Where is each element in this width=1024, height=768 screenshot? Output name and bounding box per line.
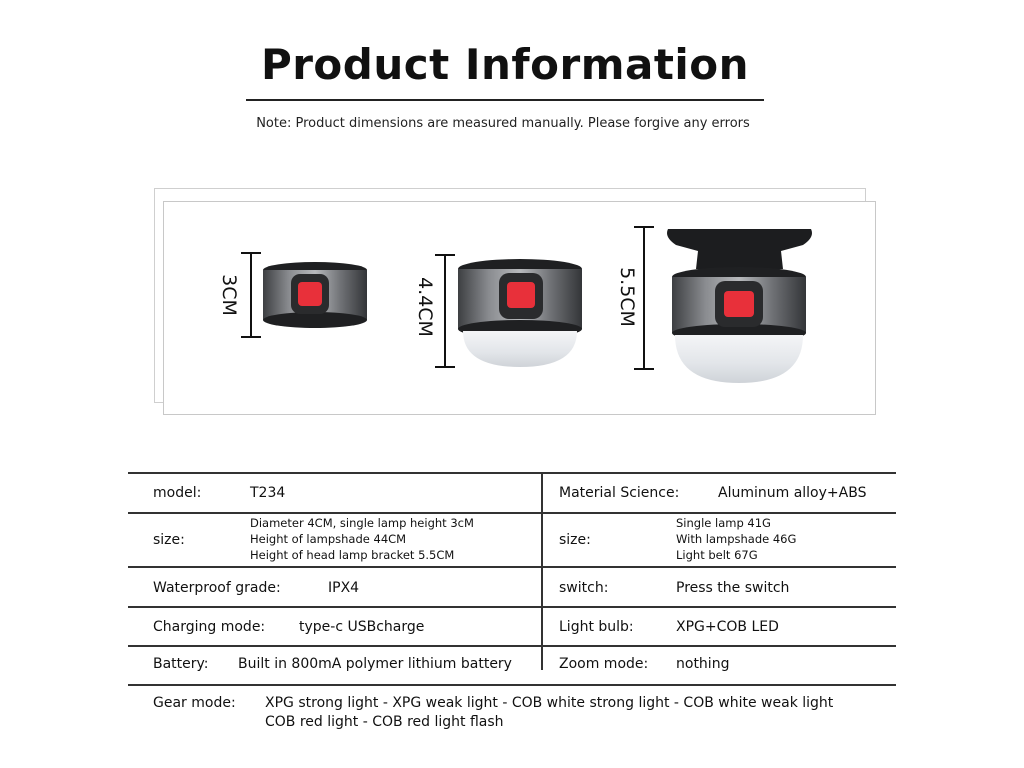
material-label: Material Science: (559, 485, 680, 501)
table-rule (128, 606, 896, 608)
lamp-with-shade-icon (414, 255, 582, 367)
title-divider (246, 99, 764, 101)
weight-value-line: Single lamp 41G (676, 516, 771, 530)
lamp-with-bracket-icon (616, 227, 812, 383)
page-title: Product Information (260, 40, 750, 89)
light-bulb-label: Light bulb: (559, 619, 634, 635)
weight-value-line: Light belt 67G (676, 548, 758, 562)
switch-value: Press the switch (676, 580, 790, 596)
switch-label: switch: (559, 580, 609, 596)
zoom-label: Zoom mode: (559, 656, 649, 672)
waterproof-label: Waterproof grade: (153, 580, 281, 596)
table-rule (128, 645, 896, 647)
weight-value-line: With lampshade 46G (676, 532, 797, 546)
material-value: Aluminum alloy+ABS (718, 485, 867, 501)
dim-label-5-5cm: 5.5CM (616, 267, 638, 327)
table-rule (128, 684, 896, 686)
lamp-single-icon (218, 253, 367, 337)
size-label: size: (153, 532, 185, 548)
gear-mode-label: Gear mode: (153, 695, 236, 711)
waterproof-value: IPX4 (328, 580, 360, 596)
table-rule (128, 472, 896, 474)
dim-label-3cm: 3CM (218, 274, 240, 316)
charging-label: Charging mode: (153, 619, 266, 635)
size-value-line: Height of head lamp bracket 5.5CM (250, 548, 455, 562)
dim-label-4-4cm: 4.4CM (414, 277, 436, 337)
zoom-value: nothing (676, 656, 730, 672)
gear-mode-line: XPG strong light - XPG weak light - COB white strong light - COB white weak light (265, 695, 834, 711)
charging-value: type-c USBcharge (299, 619, 425, 635)
weight-label: size: (559, 532, 591, 548)
table-rule (128, 566, 896, 568)
table-rule (128, 512, 896, 514)
size-value-line: Diameter 4CM, single lamp height 3cM (250, 516, 474, 530)
model-value: T234 (250, 485, 286, 501)
product-dimension-figure (163, 201, 875, 415)
measurement-note: Note: Product dimensions are measured manually. Please forgive any errors (256, 116, 750, 131)
light-bulb-value: XPG+COB LED (676, 619, 779, 635)
gear-mode-line: COB red light - COB red light flash (265, 714, 504, 730)
battery-value: Built in 800mA polymer lithium battery (238, 656, 512, 672)
table-column-divider (541, 474, 543, 670)
size-value-line: Height of lampshade 44CM (250, 532, 407, 546)
model-label: model: (153, 485, 202, 501)
battery-label: Battery: (153, 656, 209, 672)
